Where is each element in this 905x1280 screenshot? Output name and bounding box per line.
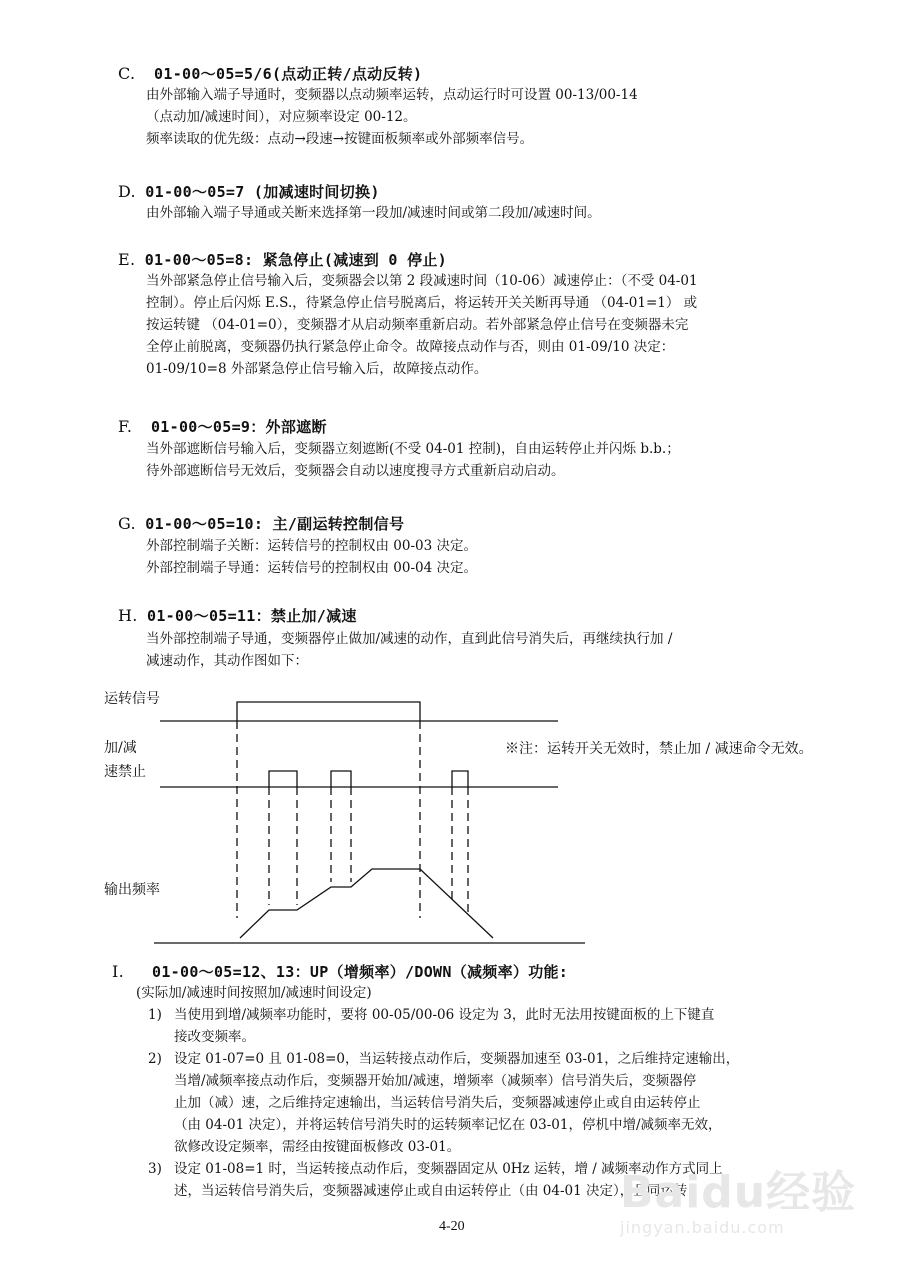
body-line: （由 04-01 决定），并将运转信号消失时的运转频率记忆在 03-01，停机中增/减频率无效，	[174, 1117, 722, 1133]
body-line: 由外部输入端子导通或关断来选择第一段加/减速时间或第二段加/减速时间。	[146, 205, 601, 221]
body-line: 外部控制端子关断：运转信号的控制权由 00-03 决定。	[146, 538, 477, 554]
body-line: 外部控制端子导通：运转信号的控制权由 00-04 决定。	[146, 560, 477, 576]
section-letter: E.	[118, 250, 136, 269]
body-line: 减速动作，其动作图如下：	[146, 653, 308, 669]
watermark-brand: Baidu经验	[620, 1167, 857, 1218]
list-number: 3)	[148, 1161, 162, 1177]
section-letter: C.	[118, 64, 136, 83]
section-i-heading	[112, 961, 568, 982]
body-line: 当增/减频率接点动作后，变频器开始加/减速，增频率（减频率）信号消失后，变频器停	[174, 1073, 697, 1089]
section-letter: D.	[118, 182, 136, 201]
page-number: 4-20	[439, 1219, 465, 1234]
section-title: 01-00～05=8: 紧急停止(减速到 0 停止)	[144, 251, 448, 269]
hold-label-line2: 速禁止	[104, 764, 146, 780]
body-line: 01-09/10=8 外部紧急停止信号输入后，故障接点动作。	[146, 361, 488, 377]
list-item-1	[148, 1004, 714, 1048]
run-signal-pulse	[237, 702, 420, 721]
hold-pulse-1	[269, 771, 297, 787]
output-frequency-curve	[240, 869, 493, 938]
body-line: 待外部遮断信号无效后，变频器会自动以速度搜寻方式重新启动启动。	[146, 463, 565, 479]
list-number: 2)	[148, 1051, 162, 1067]
body-line: 接改变频率。	[174, 1029, 255, 1045]
body-line: 按运转键 （04-01=0），变频器才从启动频率重新启动。若外部紧急停止信号在变频器未完	[146, 317, 689, 333]
baidu-watermark	[620, 1168, 890, 1263]
list-number: 1)	[148, 1007, 162, 1023]
body-line: 全停止前脱离，变频器仍执行紧急停止命令。故障接点动作与否，则由 01-09/10 决定：	[146, 339, 675, 355]
section-title: 01-00～05=7 (加减速时间切换)	[145, 183, 380, 201]
body-line: 设定 01-08=1 时，当运转接点动作后，变频器固定从 0Hz 运转，增 / 减频率动作方式同上	[174, 1161, 723, 1177]
diagram-note: ※注：运转开关无效时，禁止加 / 减速命令无效。	[505, 741, 813, 757]
section-title: 01-00～05=5/6(点动正转/点动反转)	[154, 65, 423, 83]
body-line: 设定 01-07=0 且 01-08=0，当运转接点动作后，变频器加速至 03-01，之后维持定速输出，	[174, 1051, 740, 1067]
section-i-subtitle: (实际加/减速时间按照加/减速时间设定)	[136, 985, 372, 1001]
hold-pulse-3	[452, 771, 468, 787]
body-line: 当外部控制端子导通，变频器停止做加/减速的动作，直到此信号消失后，再继续执行加 /	[146, 631, 673, 647]
section-title: 01-00～05=11：禁止加/减速	[146, 607, 357, 625]
body-line: 控制）。停止后闪烁 E.S.，待紧急停止信号脱离后，将运转开关关断再导通 （04-01=1） 或	[146, 295, 698, 311]
body-line: 止加（减）速，之后维持定速输出，当运转信号消失后，变频器减速停止或自由运转停止	[174, 1095, 701, 1111]
section-letter: H.	[118, 606, 138, 625]
body-line: 述，当运转信号消失后，变频器减速停止或自由运转停止（由 04-01 决定），且同运转	[174, 1183, 688, 1199]
section-letter: G.	[118, 514, 136, 533]
body-line: 欲修改设定频率，需经由按键面板修改 03-01。	[174, 1139, 461, 1155]
run-signal-label: 运转信号	[104, 691, 160, 707]
watermark-url: jingyan.baidu.com	[620, 1218, 785, 1237]
body-line: 当外部遮断信号输入后，变频器立刻遮断(不受 04-01 控制)，自由运转停止并闪烁 b.b.；	[146, 441, 680, 457]
section-title: 01-00～05=12、13：UP（增频率）/DOWN（减频率）功能:	[152, 963, 569, 981]
section-letter: I.	[112, 962, 125, 981]
section-title: 01-00～05=9：外部遮断	[150, 418, 327, 436]
hold-pulse-2	[331, 771, 351, 787]
hold-label-line1: 加/减	[104, 740, 137, 756]
body-line: （点动加/减速时间），对应频率设定 00-12。	[146, 109, 417, 125]
output-frequency-label: 输出频率	[104, 882, 160, 898]
body-line: 频率读取的优先级：点动→段速→按键面板频率或外部频率信号。	[146, 131, 534, 147]
section-title: 01-00～05=10: 主/副运转控制信号	[145, 515, 405, 533]
section-letter: F.	[118, 417, 133, 436]
body-line: 当外部紧急停止信号输入后，变频器会以第 2 段减速时间（10-06）减速停止：（不受 04-01	[146, 273, 698, 289]
body-line: 由外部输入端子导通时，变频器以点动频率运转，点动运行时可设置 00-13/00-14	[146, 87, 638, 103]
body-line: 当使用到增/减频率功能时，要将 00-05/00-06 设定为 3，此时无法用按键面板的上下键直	[174, 1007, 715, 1023]
list-item-2	[148, 1048, 739, 1158]
